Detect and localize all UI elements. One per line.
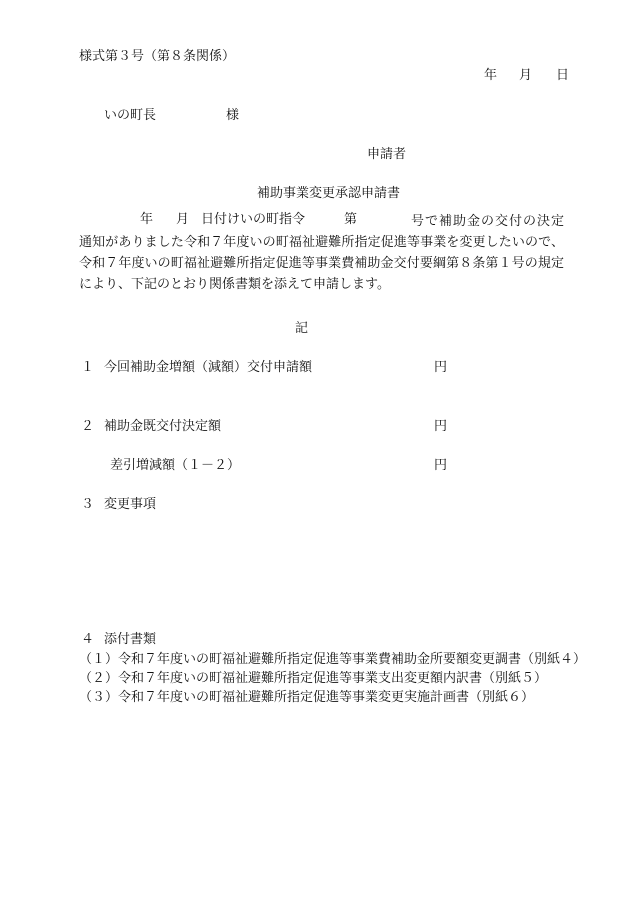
form-number: 様式第３号（第８条関係）: [79, 49, 236, 64]
ki-heading: 記: [295, 321, 309, 336]
body-text: 号で補助金の交付の決定通知がありました令和７年度いの町福祉避難所指定促進等事業を変更したいので、令和７年度いの町福祉避難所指定促進等事業費補助金交付要綱第８条第１号の規定により、下記のとおり関係書類を添えて申請します。: [79, 214, 564, 292]
body-year-label: 年: [140, 212, 154, 227]
item-1-label: 今回補助金増額（減額）交付申請額: [104, 360, 313, 375]
body-number-prefix: 第: [344, 212, 358, 227]
applicant-label: 申請者: [367, 147, 407, 162]
date-month-label: 月: [519, 68, 533, 83]
date-day-label: 日: [556, 68, 570, 83]
item-1-number: １: [81, 360, 95, 375]
addressee-name: いの町長: [104, 108, 157, 123]
item-3-number: ３: [81, 497, 95, 512]
item-4-number: ４: [81, 632, 95, 647]
attachment-item: （１）令和７年度いの町福祉避難所指定促進等事業費補助金所要額変更調書（別紙４）: [79, 652, 587, 667]
body-month-label: 月: [176, 212, 190, 227]
addressee-honorific: 様: [226, 108, 240, 123]
difference-unit: 円: [434, 458, 448, 473]
body-date-ref: 日付けいの町指令: [201, 212, 306, 227]
item-2-unit: 円: [434, 419, 448, 434]
difference-label: 差引増減額（１－２）: [110, 458, 241, 473]
document-title: 補助事業変更承認申請書: [257, 186, 401, 201]
item-2-number: ２: [81, 419, 95, 434]
item-2-label: 補助金既交付決定額: [104, 419, 222, 434]
item-4-label: 添付書類: [104, 632, 157, 647]
item-1-unit: 円: [434, 360, 448, 375]
attachment-item: （２）令和７年度いの町福祉避難所指定促進等事業支出変更額内訳書（別紙５）: [79, 671, 548, 686]
date-year-label: 年: [484, 68, 498, 83]
item-3-label: 変更事項: [104, 497, 157, 512]
attachment-item: （３）令和７年度いの町福祉避難所指定促進等事業変更実施計画書（別紙６）: [79, 690, 535, 705]
